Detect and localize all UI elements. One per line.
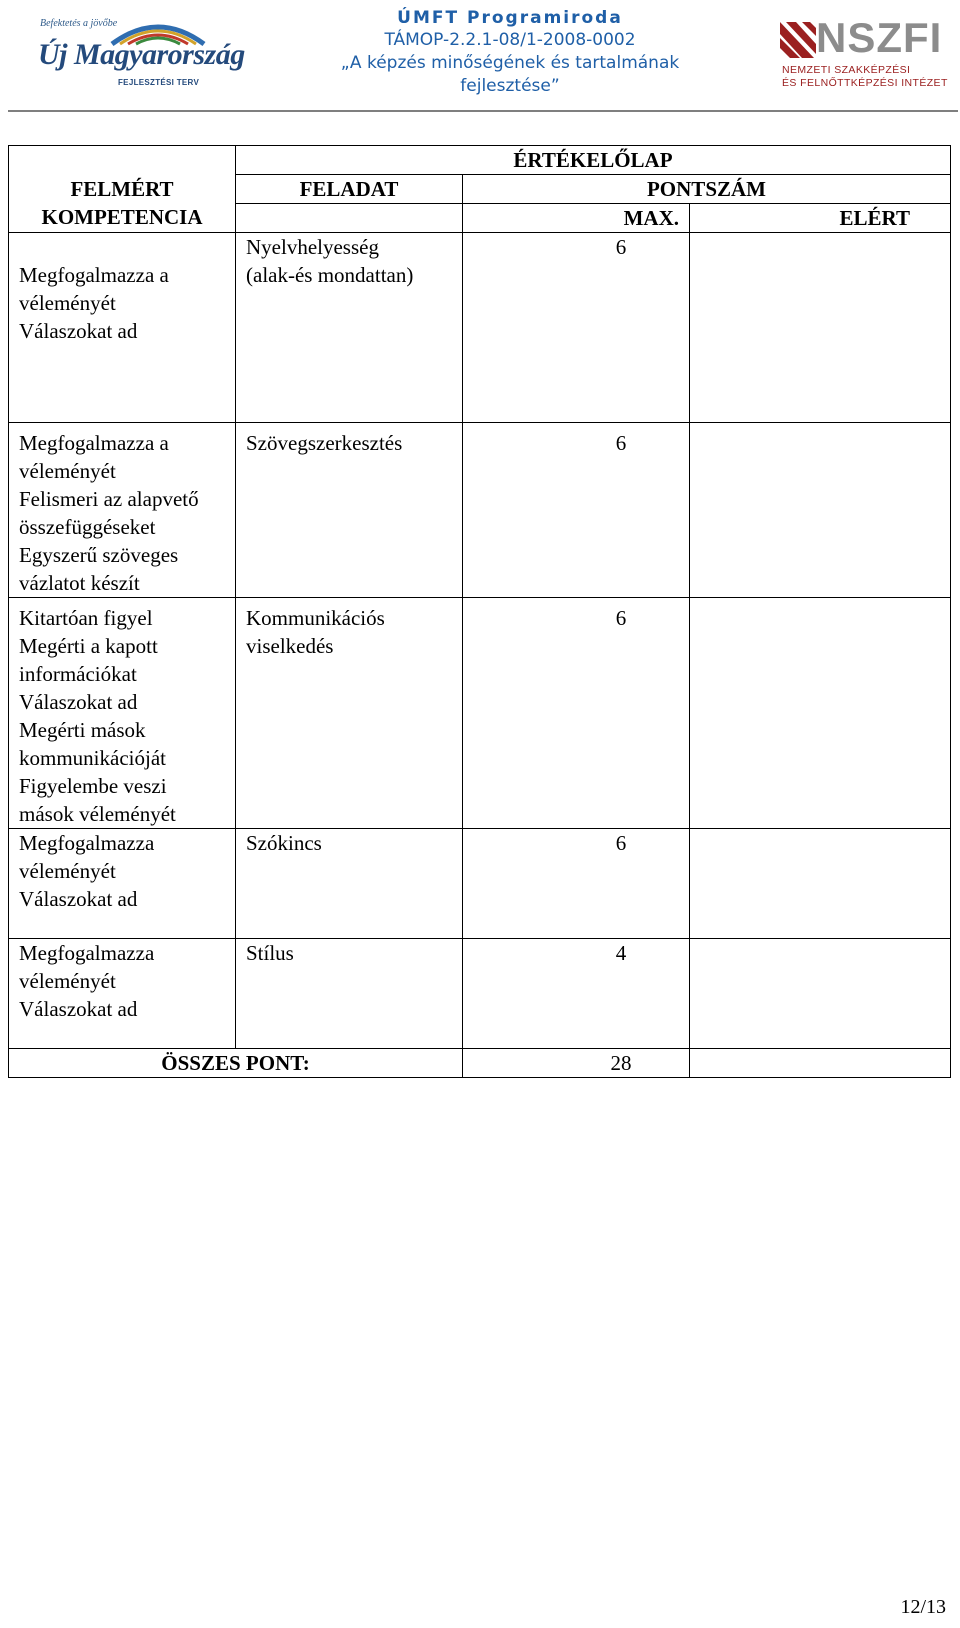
table-row: [9, 423, 951, 598]
row-task: Stílus: [236, 939, 463, 1049]
table-title: ÉRTÉKELŐLAP: [236, 146, 951, 175]
page-header: [0, 0, 960, 112]
row-max: 6: [463, 829, 690, 939]
project-code: TÁMOP-2.2.1-08/1-2008-0002: [384, 30, 636, 50]
header-competency: FELMÉRT KOMPETENCIA: [9, 175, 236, 233]
uj-magyarorszag-logo: [38, 14, 245, 92]
row-achieved-cell[interactable]: [690, 233, 951, 423]
evaluation-table: [8, 145, 951, 1078]
nszfi-line2: ÉS FELNŐTTKÉPZÉSI INTÉZET: [782, 77, 948, 89]
project-title-line1: „A képzés minőségének és tartalmának: [340, 53, 680, 73]
table-row: [9, 829, 951, 939]
row-competency: Megfogalmazza a véleményét Válaszokat ad: [9, 233, 236, 423]
header-task: FELADAT: [236, 175, 463, 204]
total-label: ÖSSZES PONT:: [9, 1049, 463, 1078]
row-max: 6: [463, 233, 690, 423]
table-row: [9, 939, 951, 1049]
header-divider: [8, 110, 958, 112]
header-achieved: ELÉRT: [690, 204, 951, 233]
row-max: 4: [463, 939, 690, 1049]
program-office-name: ÚMFT Programiroda: [397, 8, 623, 28]
nszfi-mark-icon: [780, 18, 816, 60]
logo-tagline: Befektetés a jövőbe: [40, 18, 118, 29]
row-max: 6: [463, 598, 690, 829]
logo-wordmark: Új Magyarország: [38, 38, 245, 71]
row-task: Nyelvhelyesség (alak-és mondattan): [236, 233, 463, 423]
row-achieved-cell[interactable]: [690, 829, 951, 939]
row-achieved-cell[interactable]: [690, 598, 951, 829]
header-score: PONTSZÁM: [463, 175, 951, 204]
total-max: 28: [463, 1049, 690, 1078]
table-row: [9, 233, 951, 423]
row-achieved-cell[interactable]: [690, 423, 951, 598]
row-task: Szókincs: [236, 829, 463, 939]
row-competency: Megfogalmazza véleményét Válaszokat ad: [9, 939, 236, 1049]
table-row: [9, 598, 951, 829]
page-number: 12/13: [900, 1596, 946, 1618]
row-achieved-cell[interactable]: [690, 939, 951, 1049]
logo-subtitle: FEJLESZTÉSI TERV: [118, 78, 200, 87]
row-task: Szövegszerkesztés: [236, 423, 463, 598]
nszfi-line1: NEMZETI SZAKKÉPZÉSI: [782, 64, 911, 76]
project-title-line2: fejlesztése”: [460, 76, 560, 96]
row-max: 6: [463, 423, 690, 598]
row-competency: Kitartóan figyel Megérti a kapott információkat Válaszokat ad Megérti mások kommunikációját Figyelembe veszi mások véleményét: [9, 598, 236, 829]
row-task: Kommunikációs viselkedés: [236, 598, 463, 829]
total-row: [9, 1049, 951, 1078]
row-competency: Megfogalmazza a véleményét Felismeri az alapvető összefüggéseket Egyszerű szöveges vázlatot készít: [9, 423, 236, 598]
program-office-title: [300, 8, 720, 98]
row-competency: Megfogalmazza véleményét Válaszokat ad: [9, 829, 236, 939]
nszfi-name: NSZFI: [816, 14, 943, 61]
nszfi-logo: [780, 16, 950, 88]
header-max: MAX.: [463, 204, 690, 233]
total-achieved-cell[interactable]: [690, 1049, 951, 1078]
